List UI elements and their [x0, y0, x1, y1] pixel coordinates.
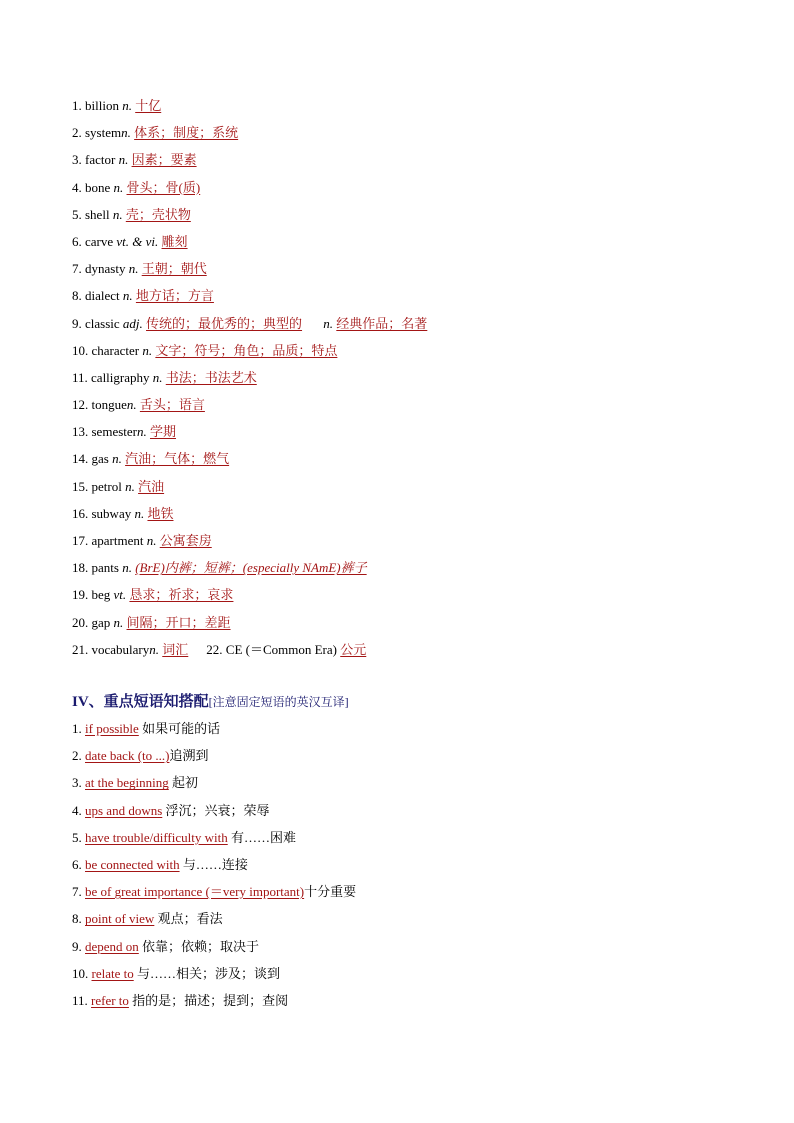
phrase-item [72, 987, 356, 1014]
section-heading [72, 690, 349, 711]
vocab-answer: 汽油；气体；燃气 [125, 451, 230, 467]
item-number: 2. [72, 748, 82, 764]
phrase-meaning: 依靠；依赖；取决于 [142, 938, 260, 954]
item-number: 15. [72, 478, 89, 494]
phrase-item [72, 742, 356, 769]
vocab-answer: 雕刻 [161, 233, 188, 249]
vocab-item [72, 364, 427, 391]
item-number: 21. [72, 641, 89, 657]
vocab-item [72, 500, 427, 527]
vocab-answer: 骨头；骨(质) [126, 179, 201, 195]
part-of-speech: vt. & vi. [116, 233, 159, 249]
part-of-speech: n. [142, 342, 153, 358]
item-number: 2. [72, 125, 82, 141]
item-number: 6. [72, 856, 82, 872]
vocab-answer: 地铁 [147, 505, 174, 521]
vocab-item [72, 310, 427, 337]
vocab-answer: (BrE)内裤；短裤；(especially NAmE)裤子 [135, 560, 367, 576]
item-number: 11. [72, 992, 88, 1008]
part-of-speech: n. [121, 125, 131, 141]
item-number: 1. [72, 721, 82, 736]
vocabulary-list [72, 92, 427, 663]
item-number: 8. [72, 911, 82, 927]
vocab-item [72, 282, 427, 309]
phrase-item [72, 715, 356, 742]
item-number: 11. [72, 369, 88, 385]
vocab-item [72, 337, 427, 364]
vocab-answer: 词汇 [162, 641, 189, 657]
vocab-answer: 恳求；祈求；哀求 [129, 587, 234, 603]
part-of-speech: n. [118, 152, 129, 168]
phrase-meaning: 起初 [172, 775, 199, 791]
vocab-answer: 经典作品；名著 [336, 315, 428, 331]
part-of-speech: adj. [122, 315, 143, 331]
vocab-word: CE (＝Common Era) [225, 641, 337, 657]
vocab-word: factor [85, 152, 116, 168]
vocab-word: tongue [91, 397, 127, 413]
item-number: 17. [72, 533, 89, 548]
part-of-speech: vt. [113, 587, 127, 603]
phrase-item [72, 824, 356, 851]
vocab-item [72, 174, 427, 201]
vocab-word: gas [91, 451, 109, 467]
vocab-item [72, 527, 427, 554]
item-number: 10. [72, 342, 89, 358]
vocab-word: beg [91, 587, 111, 603]
item-number: 19. [72, 587, 89, 603]
vocab-item [72, 581, 427, 608]
item-number: 3. [72, 152, 82, 168]
item-number: 9. [72, 938, 82, 954]
item-number: 7. [72, 261, 82, 277]
vocab-answer: 汽油 [138, 478, 165, 494]
vocab-item [72, 445, 427, 472]
vocab-item [72, 92, 427, 119]
section-note: [注意固定短语的英汉互译] [208, 695, 349, 709]
vocab-answer: 王朝；朝代 [141, 261, 207, 277]
phrase-list [72, 715, 356, 1014]
item-number: 10. [72, 965, 89, 981]
vocab-answer: 公元 [340, 641, 367, 657]
phrase-meaning: 与……连接 [182, 856, 248, 872]
part-of-speech: n. [122, 560, 132, 576]
part-of-speech: n. [122, 288, 133, 304]
phrase-meaning: 有……困难 [230, 829, 296, 845]
vocab-word: dynasty [85, 261, 126, 277]
phrase-meaning: 与……相关；涉及；谈到 [136, 965, 280, 981]
item-number: 6. [72, 233, 82, 249]
vocab-answer: 学期 [149, 424, 176, 440]
part-of-speech: n. [112, 451, 122, 467]
vocab-item [72, 554, 427, 581]
item-number: 22. [206, 641, 223, 657]
item-number: 9. [72, 315, 82, 331]
phrase-item [72, 797, 356, 824]
vocab-word: shell [85, 206, 110, 222]
part-of-speech: n. [112, 206, 123, 222]
vocab-answer: 地方话；方言 [135, 288, 214, 304]
item-number: 4. [72, 179, 82, 195]
part-of-speech: n. [146, 533, 157, 548]
phrase-answer: have trouble/difficulty with [85, 829, 228, 845]
vocab-answer: 体系；制度；系统 [134, 125, 239, 141]
vocab-answer: 文字；符号；角色；品质；特点 [155, 342, 338, 358]
vocab-answer: 间隔；开口；差距 [126, 614, 231, 630]
vocab-word: petrol [91, 478, 122, 494]
part-of-speech: n. [323, 315, 334, 331]
phrase-item [72, 878, 356, 905]
item-number: 1. [72, 98, 82, 113]
vocab-item [72, 418, 427, 445]
phrase-meaning: 十分重要 [304, 884, 357, 900]
vocab-answer: 书法；书法艺术 [165, 369, 257, 385]
vocab-word: dialect [85, 288, 120, 304]
phrase-answer: date back (to ...) [85, 748, 170, 764]
part-of-speech: n. [149, 641, 160, 657]
item-number: 8. [72, 288, 82, 304]
vocab-word: pants [91, 560, 119, 576]
vocab-word: subway [91, 505, 132, 521]
part-of-speech: n. [113, 614, 124, 630]
vocab-word: gap [91, 614, 111, 630]
item-number: 5. [72, 829, 82, 845]
vocab-answer: 十亿 [135, 98, 162, 113]
item-number: 7. [72, 884, 82, 900]
vocab-answer: 舌头；语言 [139, 397, 205, 413]
phrase-meaning: 追溯到 [169, 748, 209, 764]
phrase-answer: relate to [91, 965, 134, 981]
phrase-item [72, 851, 356, 878]
item-number: 12. [72, 397, 89, 413]
phrase-item [72, 769, 356, 796]
phrase-meaning: 指的是；描述；提到；查阅 [132, 992, 289, 1008]
phrase-answer: be of great importance (＝very important) [85, 884, 305, 900]
item-number: 14. [72, 451, 89, 467]
vocab-word: system [85, 125, 122, 141]
phrase-answer: depend on [85, 938, 139, 954]
part-of-speech: n. [122, 98, 132, 113]
vocab-answer: 公寓套房 [159, 533, 212, 548]
phrase-meaning: 观点；看法 [157, 911, 223, 927]
item-number: 4. [72, 802, 82, 818]
vocab-word: apartment [91, 533, 144, 548]
part-of-speech: n. [126, 397, 137, 413]
phrase-item [72, 933, 356, 960]
phrase-answer: if possible [85, 721, 139, 736]
part-of-speech: n. [136, 424, 147, 440]
vocab-word: classic [85, 315, 120, 331]
vocab-word: bone [85, 179, 111, 195]
phrase-meaning: 如果可能的话 [142, 721, 221, 736]
part-of-speech: n. [113, 179, 124, 195]
item-number: 20. [72, 614, 89, 630]
phrase-answer: point of view [85, 911, 155, 927]
vocab-item [72, 473, 427, 500]
item-number: 5. [72, 206, 82, 222]
phrase-item [72, 960, 356, 987]
vocab-word: character [91, 342, 140, 358]
vocab-item [72, 636, 427, 663]
phrase-meaning: 浮沉；兴衰；荣辱 [165, 802, 270, 818]
vocab-item [72, 391, 427, 418]
part-of-speech: n. [128, 261, 139, 277]
vocab-item [72, 609, 427, 636]
section-title: IV、重点短语知搭配 [72, 694, 209, 710]
phrase-answer: at the beginning [85, 775, 169, 791]
item-number: 18. [72, 560, 89, 576]
vocab-word: calligraphy [91, 369, 150, 385]
phrase-answer: be connected with [85, 856, 180, 872]
vocab-answer: 壳；壳状物 [125, 206, 191, 222]
phrase-answer: refer to [91, 992, 129, 1008]
vocab-item [72, 201, 427, 228]
vocab-answer: 因素；要素 [131, 152, 197, 168]
part-of-speech: n. [152, 369, 163, 385]
part-of-speech: n. [134, 505, 145, 521]
vocab-item [72, 146, 427, 173]
item-number: 3. [72, 775, 82, 791]
vocab-word: semester [91, 424, 137, 440]
vocab-answer: 传统的；最优秀的；典型的 [146, 315, 303, 331]
item-number: 13. [72, 424, 89, 440]
item-number: 16. [72, 505, 89, 521]
vocab-item [72, 228, 427, 255]
part-of-speech: n. [125, 478, 135, 494]
vocab-word: billion [85, 98, 119, 113]
vocab-item [72, 255, 427, 282]
vocab-word: vocabulary [91, 641, 150, 657]
vocab-word: carve [85, 233, 114, 249]
vocab-item [72, 119, 427, 146]
phrase-item [72, 905, 356, 932]
phrase-answer: ups and downs [85, 802, 163, 818]
